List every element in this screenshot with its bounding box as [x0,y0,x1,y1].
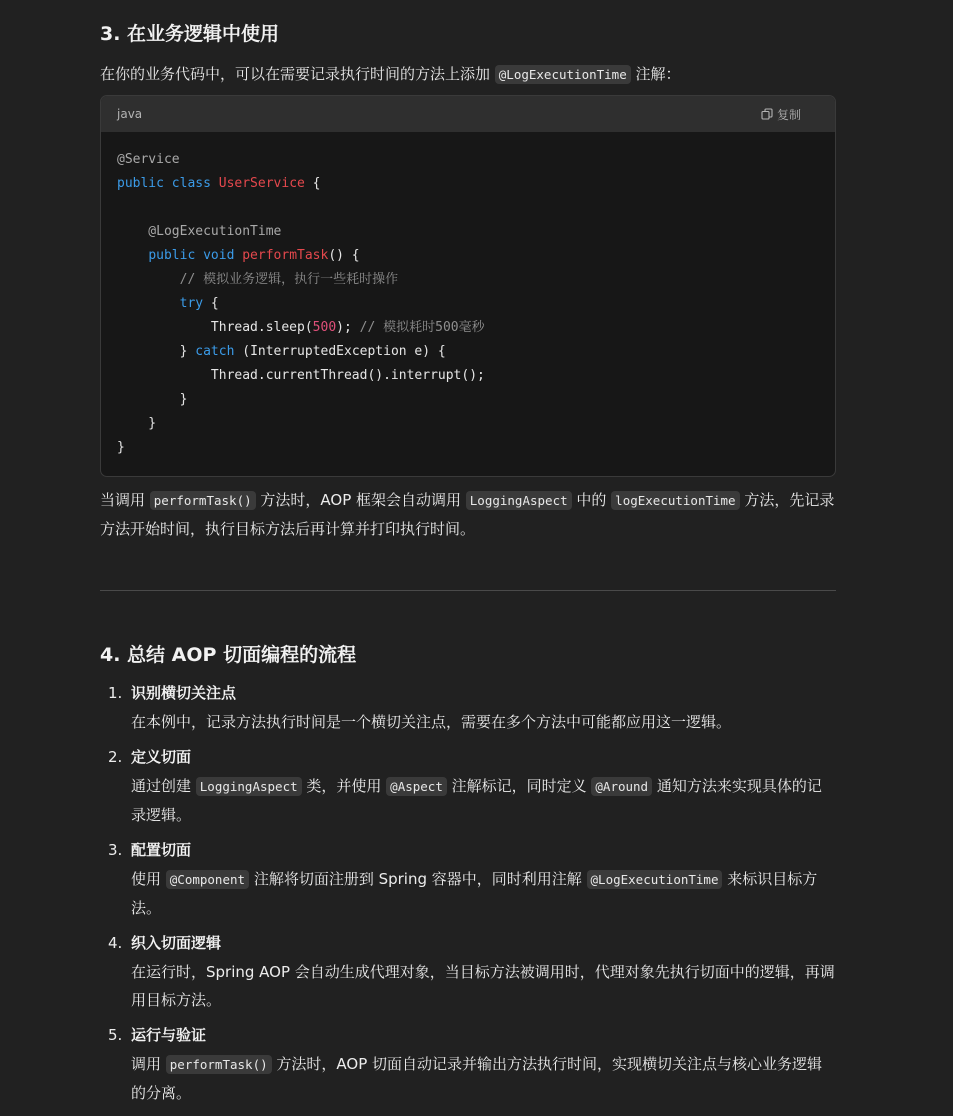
text: 注解标记，同时定义 [446,777,592,795]
item-body: 在运行时，Spring AOP 会自动生成代理对象，当目标方法被调用时，代理对象先执行切面中的逻辑，再调用目标方法。 [131,963,835,1009]
copy-icon [761,108,773,120]
section4 [100,642,836,668]
code-token: { [203,296,219,311]
text: 来标识目标方法。 [131,870,818,917]
copy-label: 复制 [776,107,801,122]
inline-code: @LogExecutionTime [495,65,631,84]
code-token [117,248,148,263]
list-item [100,680,836,736]
section3 [100,21,836,47]
text: 类，并使用 [301,777,387,795]
item-body: 在本例中，记录方法执行时间是一个横切关注点，需要在多个方法中可能都应用这一逻辑。 [131,713,732,731]
code-token [117,296,180,311]
code-content [101,132,835,460]
code-token: public class [117,176,219,191]
section3-heading: 3. 在业务逻辑中使用 [100,23,280,45]
list-item [100,744,836,829]
item-title: 织入切面逻辑 [131,934,222,952]
code-token: UserService [218,176,305,191]
section4-heading: 4. 总结 AOP 切面编程的流程 [100,644,357,666]
code-token: // 模拟耗时500毫秒 [359,320,485,335]
code-token: } [117,344,196,359]
item-title: 运行与验证 [131,1026,207,1044]
code-token: try [179,296,204,311]
item-title: 定义切面 [131,748,192,766]
code-token: 500 [312,320,337,335]
intro-text: 在你的业务代码中，可以在需要记录执行时间的方法上添加 [100,65,495,83]
code-line: Thread.currentThread().interrupt(); [117,368,485,383]
text: 使用 [131,870,166,888]
text: 通知方法来实现具体的记录逻辑。 [131,777,822,824]
divider [100,590,836,591]
code-block [100,95,836,477]
item-body [131,865,836,922]
item-body [131,772,836,829]
text: 调用 [131,1055,166,1073]
code-line: } [117,440,125,455]
code-token: { [304,176,321,191]
item-title: 识别横切关注点 [131,684,237,702]
list-item [100,837,836,922]
item-number: 3. [108,841,123,859]
section3-explanation [100,486,836,543]
text: 中的 [571,491,612,509]
item-number: 1. [108,684,123,702]
code-line: @Service [117,152,180,167]
text: 方法时，AOP 框架会自动调用 [255,491,466,509]
inline-code: performTask() [166,1055,272,1074]
code-line: // 模拟业务逻辑，执行一些耗时操作 [117,272,399,287]
inline-code: @Around [591,777,652,796]
code-language-label: java [117,107,143,121]
code-token: performTask [242,248,329,263]
text: 通过创建 [131,777,196,795]
list-item [100,1022,836,1107]
inline-code: performTask() [150,491,256,510]
item-body [131,1050,836,1107]
code-token: Thread.sleep( [117,320,313,335]
code-token: catch [195,344,235,359]
code-token: public void [148,248,243,263]
code-token: (InterruptedException e) { [234,344,446,359]
text: 注解将切面注册到 Spring 容器中，同时利用注解 [249,870,587,888]
item-number: 5. [108,1026,123,1044]
inline-code: LoggingAspect [196,777,302,796]
text: 方法，先记录方法开始时间，执行目标方法后再计算并打印执行时间。 [100,491,835,538]
text: 当调用 [100,491,150,509]
inline-code: @Aspect [386,777,447,796]
code-line: } [117,416,157,431]
item-number: 4. [108,934,123,952]
code-token: () { [328,248,360,263]
list-item [100,930,836,1014]
inline-code: logExecutionTime [611,491,739,510]
section3-intro [100,60,836,89]
text: 方法时，AOP 切面自动记录并输出方法执行时间，实现横切关注点与核心业务逻辑的分离。 [131,1055,823,1102]
inline-code: @LogExecutionTime [587,870,723,889]
item-title: 配置切面 [131,841,192,859]
code-line: } [117,392,188,407]
steps-list [100,680,836,1107]
code-block-header [101,96,835,132]
item-number: 2. [108,748,123,766]
code-token: ); [336,320,360,335]
inline-code: LoggingAspect [466,491,572,510]
intro-text-end: 注解： [630,65,681,83]
copy-code-button[interactable] [761,106,801,123]
inline-code: @Component [166,870,249,889]
code-line: @LogExecutionTime [117,224,282,239]
